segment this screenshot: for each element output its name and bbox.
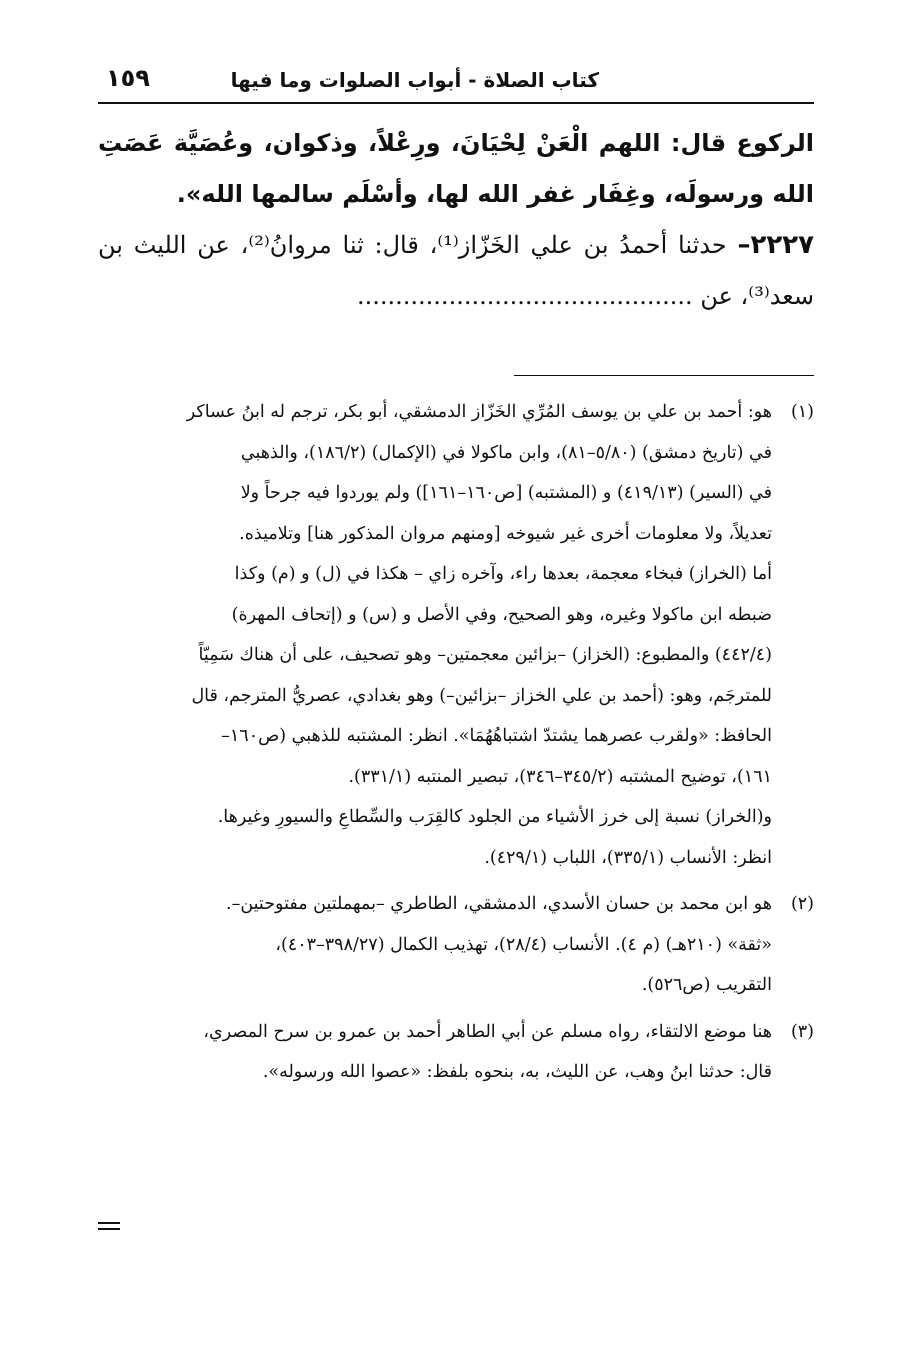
footnote-line: الحافظ: «ولقرب عصرهما يشتدّ اشتباهُهُمَا». انظر: المشتبه للذهبي (ص١٦٠–	[221, 726, 772, 746]
footnote-number: (٣)	[790, 1021, 814, 1042]
footnote-text: هو ابن محمد بن حسان الأسدي، الدمشقي، الطاطري –بمهملتين مفتوحتين–.	[226, 894, 772, 914]
hadith-2227	[98, 220, 814, 322]
end-of-page-mark	[98, 1222, 120, 1224]
footnote-line: ١٦١)، توضيح المشتبه (٣٤٥/٢–٣٤٦)، تبصير المنتبه (٣٣١/١).	[348, 766, 772, 787]
hadith-continuation: الركوع قال: اللهم الْعَنْ لِحْيَانَ، ورِعْلاً، وذكوان، وعُصَيَّة عَصَتِ الله ورسولَه، وغِفَار غفر الله لها، وأسْلَم سالمها الله».	[98, 129, 814, 208]
running-title: كتاب الصلاة - أبواب الصلوات وما فيها	[230, 68, 599, 92]
footnote-line: في (تاريخ دمشق) (٥/٨٠–٨١)، وابن ماكولا في (الإكمال) (١٨٦/٢)، والذهبي	[240, 442, 772, 463]
footnote-line: قال: حدثنا ابنُ وهب، عن الليث، به، بنحوه بلفظ: «عصوا الله ورسوله».	[262, 1062, 772, 1082]
footnote-line: التقريب (ص٥٢٦).	[641, 975, 772, 995]
footnote-line: «ثقة» (٢١٠هـ) (م ٤). الأنساب (٢٨/٤)، تهذيب الكمال (٣٩٨/٢٧–٤٠٣)،	[275, 934, 772, 955]
hadith-number: ٢٢٢٧–	[737, 230, 814, 260]
footnote-text: هنا موضع الالتقاء، رواه مسلم عن أبي الطاهر أحمد بن عمرو بن سرح المصري،	[203, 1021, 772, 1042]
footnote-3	[98, 1012, 814, 1093]
footnote-line	[98, 1012, 814, 1053]
footnote-line	[98, 884, 814, 925]
footnote-line: انظر: الأنساب (٣٣٥/١)، اللباب (٤٢٩/١).	[484, 847, 772, 868]
footnote-line: في (السير) (٤١٩/١٣) و (المشتبه) [ص١٦٠–١٦١]) ولم يوردوا فيه جرحاً ولا	[240, 483, 772, 503]
footnote-2	[98, 884, 814, 1006]
footnote-number: (١)	[790, 402, 814, 422]
footnote-line: تعديلاً، ولا معلومات أخرى غير شيوخه [ومنهم مروان المذكور هنا] وتلاميذه.	[239, 523, 772, 544]
footnote-line: أما (الخراز) فبخاء معجمة، بعدها راء، وآخره زاي – هكذا في (ل) و (م) وكذا	[234, 564, 772, 584]
hadith-isnad: حدثنا أحمدُ بن علي الخَزّاز⁽¹⁾، قال: ثنا مروانُ⁽²⁾، عن الليث بن سعد⁽³⁾، عن	[98, 231, 814, 310]
footnote-line: ضبطه ابن ماكولا وغيره، وهو الصحيح، وفي الأصل و (س) و (إتحاف المهرة)	[231, 604, 772, 625]
footnote-number: (٢)	[790, 894, 814, 914]
footnotes	[98, 392, 814, 1099]
ellipsis-dots: ............................................	[357, 282, 693, 310]
footnote-line: للمترجَم، وهو: (أحمد بن علي الخزاز –بزائين–) وهو بغدادي، عصريُّ المترجم، قال	[191, 685, 772, 706]
page-header	[98, 62, 814, 104]
footnote-line	[98, 392, 814, 433]
footnote-separator	[514, 375, 814, 376]
main-text	[98, 118, 814, 322]
footnote-1	[98, 392, 814, 878]
footnote-line: و(الخراز) نسبة إلى خرز الأشياء من الجلود كالقِرَب والسِّطاعِ والسيورِ وغيرها.	[217, 807, 772, 827]
footnote-line: (٤٤٢/٤) والمطبوع: (الخزاز) –بزائين معجمتين– وهو تصحيف، على أن هناك سَمِيّاً	[198, 645, 772, 665]
footnote-text: هو: أحمد بن علي بن يوسف المُرِّي الخَزّاز الدمشقي، أبو بكر، ترجم له ابنُ عساكر	[186, 402, 772, 422]
page-number: ١٥٩	[106, 64, 150, 92]
